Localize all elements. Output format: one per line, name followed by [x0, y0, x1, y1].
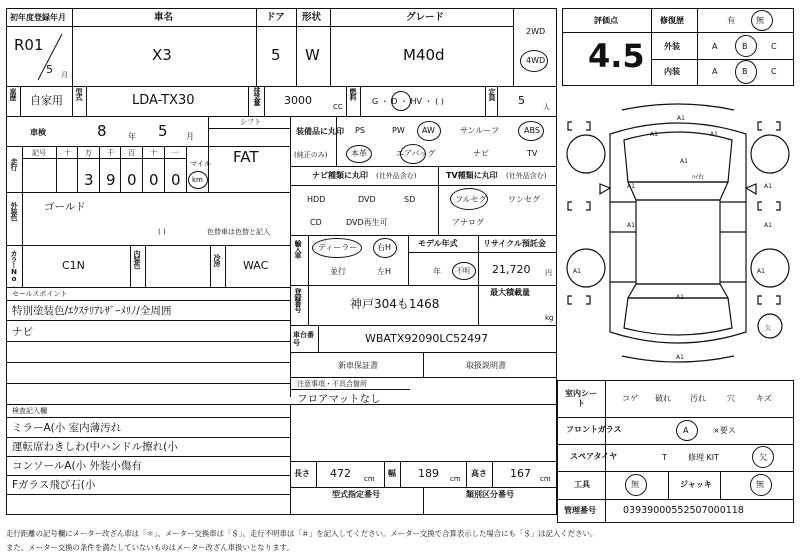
- color-code-value: C1N: [62, 259, 85, 272]
- mileage-digit-1: 3: [84, 171, 94, 189]
- color-no-label: カラーNo.: [10, 250, 18, 289]
- month-unit-2: 月: [186, 132, 194, 141]
- cm-unit-2: cm: [450, 475, 461, 483]
- nav-sd: SD: [404, 195, 416, 204]
- damage-mark-4: A1: [680, 158, 688, 165]
- seat-tear: 破れ: [655, 394, 671, 403]
- inspection-month: 5: [158, 122, 168, 140]
- tv-analog: アナログ: [452, 218, 484, 227]
- footer-line-1: 走行距離の記号欄にメーター改ざん車は「＊」、メーター交換車は「＄」、走行不明車は「＃」を記入してください。メーター交換で合算表示した場合にも「＄」は記入ください。: [6, 529, 598, 538]
- nav-hdd: HDD: [307, 195, 326, 204]
- inspector-note-2: 運転席わきしわ(中ハンドル擦れ(小: [12, 441, 178, 453]
- model-year-unknown: 不明: [456, 267, 470, 275]
- import-lh: 左H: [377, 267, 392, 276]
- nav-cd: CD: [310, 218, 322, 227]
- ac-label: 冷房: [213, 254, 221, 266]
- first-reg-month: 5: [46, 63, 53, 76]
- ext-grade-b: B: [742, 42, 748, 51]
- type-label: 型式: [75, 88, 83, 100]
- drive-2wd: 2WD: [526, 27, 546, 36]
- model-year-text: 年: [433, 267, 441, 276]
- yen-unit: 円: [545, 269, 552, 277]
- model-year-label: モデル年式: [418, 239, 458, 248]
- spare-missing: 欠: [759, 453, 767, 462]
- exterior-label: 外装: [664, 42, 680, 51]
- mileage-digit-5: 0: [171, 171, 181, 189]
- color-paren: ( ): [158, 228, 166, 236]
- equip-navi: ナビ: [473, 149, 489, 158]
- equip-airbag: エアバッグ: [396, 149, 436, 158]
- damage-mark-3: A1: [710, 131, 718, 138]
- tv-fullseg: フルセグ: [455, 195, 487, 204]
- equip-ps: PS: [355, 126, 365, 135]
- model-designation-label: 型式指定番号: [332, 490, 380, 499]
- capacity-label: 定員: [488, 88, 496, 100]
- windshield-a: A: [683, 426, 689, 435]
- usage-value: 自家用: [30, 94, 63, 107]
- category-no-label: 類別区分番号: [466, 490, 514, 499]
- height-value: 167: [510, 467, 531, 480]
- import-dealer: ディーラー: [318, 243, 358, 252]
- unit-ten: 十: [64, 149, 71, 157]
- nav-dvd-play: DVD再生可: [346, 218, 388, 227]
- unit-hyaku: 百: [128, 149, 135, 157]
- mileage-digit-4: 0: [149, 171, 159, 189]
- tv-type-label: TV種類に丸印: [446, 171, 498, 180]
- unit-juu: 十: [150, 149, 157, 157]
- mgmt-label: 管理番号: [564, 506, 596, 515]
- inspector-notes-label: 検査記入欄: [12, 407, 47, 415]
- ext-grade-c: C: [771, 42, 777, 51]
- tools-label: 工具: [574, 480, 590, 489]
- spare-t: T: [662, 453, 667, 462]
- seat-label: 室内シート: [565, 389, 597, 409]
- inspector-note-1: ミラーA(小 室内薄汚れ: [12, 422, 122, 434]
- unit-man: 万: [85, 149, 92, 157]
- recycle-amount: 21,720: [492, 263, 531, 276]
- damage-mark-6: A1: [627, 183, 635, 190]
- max-load-label: 最大積載量: [490, 288, 530, 297]
- spare-label: スペアタイヤ: [570, 452, 618, 461]
- equipment-label: 装備品に丸印: [296, 127, 344, 136]
- fuel-d-circle: [391, 91, 411, 111]
- length-label: 長さ: [294, 469, 310, 478]
- unit-symbol: 記号: [32, 149, 46, 157]
- interior-label: 内装: [664, 67, 680, 76]
- int-grade-c: C: [771, 67, 777, 76]
- manual: 取扱説明書: [466, 361, 506, 370]
- doors-value: 5: [271, 46, 281, 64]
- equip-aw: AW: [422, 126, 435, 135]
- door-label: ドア: [266, 12, 285, 23]
- model-code: LDA-TX30: [132, 93, 195, 108]
- equip-sunroof: サンルーフ: [460, 126, 499, 135]
- tools-none: 無: [631, 480, 639, 489]
- chassis-label: 車台番号: [293, 331, 314, 348]
- import-rh: 右H: [377, 243, 392, 252]
- registration-label: 登録番号: [294, 288, 302, 312]
- import-parallel: 並行: [330, 267, 346, 276]
- shape-value: W: [305, 46, 320, 64]
- damage-mark-1: A1: [677, 115, 685, 122]
- seat-scratch: キズ: [756, 394, 772, 403]
- recycle-label: リサイクル預託金: [483, 239, 546, 248]
- ext-grade-a: A: [712, 42, 718, 51]
- new-warranty: 新車保証書: [338, 361, 378, 370]
- grade-label: グレード: [406, 12, 445, 23]
- drive-4wd: 4WD: [526, 56, 546, 65]
- inspection-year: 8: [97, 122, 107, 140]
- repair-label: 修復歴: [660, 16, 684, 25]
- spare-kit: 修理 KIT: [688, 453, 720, 462]
- seat-hole: 穴: [727, 394, 735, 403]
- unit-ichi: 一: [172, 149, 179, 157]
- year-unit: 年: [128, 132, 136, 141]
- color-change-note: 色替車は色替と記入: [207, 228, 270, 236]
- damage-mark-10: A1: [573, 268, 581, 275]
- equip-leather: 本革: [351, 149, 367, 158]
- ext-color-value: ゴールド: [44, 201, 86, 213]
- cc-unit: CC: [333, 103, 343, 111]
- windshield-x: ×要ス: [713, 426, 736, 435]
- equipment-sub: (純正のみ): [294, 151, 328, 159]
- kg-unit: kg: [545, 314, 554, 322]
- fuel-options: G ・ D ・ HV ・ ( ): [372, 97, 444, 106]
- damage-mark-11: A1: [757, 268, 765, 275]
- equip-tv: TV: [527, 149, 538, 158]
- tv-oneseg: ワンセグ: [508, 195, 540, 204]
- seat-dirt: 汚れ: [690, 394, 706, 403]
- equip-pw: PW: [392, 126, 405, 135]
- equip-abs: ABS: [524, 126, 540, 135]
- int-grade-a: A: [712, 67, 718, 76]
- damage-mark-5: ﾊｲ右: [692, 174, 705, 181]
- car-name-value: X3: [152, 46, 172, 64]
- damage-mark-9: A1: [764, 222, 772, 229]
- person-unit: 人: [543, 103, 550, 111]
- ac-value: WAC: [243, 259, 269, 272]
- usage-label: 車歴: [9, 88, 17, 100]
- damage-mark-8: A1: [627, 222, 635, 229]
- car-name-label: 車名: [154, 12, 174, 23]
- mileage-label: 走行: [10, 158, 18, 170]
- notes-value: フロアマットなし: [297, 393, 381, 405]
- damage-mark-12: 欠: [765, 325, 772, 332]
- sales-point-2: ナビ: [12, 326, 33, 338]
- tv-sub: (社外品含む): [506, 172, 547, 180]
- displacement-value: 3000: [284, 94, 312, 107]
- nav-sub: (社外品含む): [376, 172, 417, 180]
- capacity-value: 5: [518, 94, 525, 107]
- displacement-label: 排気量: [253, 87, 261, 105]
- damage-mark-13: A1: [676, 294, 684, 301]
- inspector-note-4: Fガラス飛び石(小: [12, 479, 96, 491]
- notes-label: 注意事項・不具合箇所: [297, 380, 367, 388]
- month-unit: 月: [61, 71, 68, 79]
- damage-mark-7: A1: [764, 183, 772, 190]
- mgmt-no: 03939000552507000118: [623, 505, 744, 516]
- length-value: 472: [330, 467, 351, 480]
- height-label: 高さ: [471, 469, 487, 478]
- mileage-digit-3: 0: [127, 171, 137, 189]
- inspector-note-3: コンソールA(小 外装小傷有: [12, 460, 142, 472]
- int-grade-b: B: [742, 67, 748, 76]
- registration-no: 神戸304も1468: [350, 297, 440, 311]
- unit-sen: 千: [107, 149, 114, 157]
- repair-none: 無: [756, 16, 764, 25]
- interior-color-label: 内装色: [133, 250, 141, 268]
- sales-point-1: 特別塗装色/ｴｸｽﾃﾘｱﾚｻﾞｰﾒﾘﾉ/全周囲: [12, 305, 172, 317]
- score-label: 評価点: [594, 16, 618, 25]
- damage-mark-14: A1: [676, 354, 684, 361]
- first-reg-year: R01: [14, 36, 44, 54]
- jack-none: 無: [756, 480, 764, 489]
- seat-burn: コゲ: [622, 394, 638, 403]
- footer-line-2: また、メーター交換の条件を満たしていないものはメーター改ざん車扱いとなります。: [6, 543, 294, 552]
- ext-color-label: 外装色: [10, 202, 18, 220]
- fuel-label: 燃料: [349, 88, 357, 100]
- chassis-no: WBATX92090LC52497: [365, 332, 489, 345]
- grade-value: M40d: [403, 46, 445, 64]
- windshield-label: フロントガラス: [566, 425, 622, 434]
- mileage-digit-2: 9: [106, 171, 116, 189]
- car-damage-diagram: [562, 92, 794, 374]
- km-label: km: [192, 176, 203, 184]
- width-label: 幅: [388, 469, 396, 478]
- jack-label: ジャッキ: [680, 480, 712, 489]
- first-reg-label: 初年度登録年月: [10, 13, 66, 22]
- width-value: 189: [418, 467, 439, 480]
- shift-value: FAT: [233, 148, 259, 166]
- sales-point-label: セールスポイント: [12, 290, 68, 298]
- nav-type-label: ナビ種類に丸印: [312, 171, 368, 180]
- mile-label: マイル: [190, 160, 211, 168]
- nav-dvd: DVD: [358, 195, 376, 204]
- shift-label: シフト: [240, 118, 261, 126]
- import-label: 輸入車: [294, 240, 302, 258]
- shape-label: 形状: [302, 12, 322, 23]
- damage-mark-2: A1: [650, 131, 658, 138]
- repair-yes: 有: [727, 16, 735, 25]
- main-sheet: [6, 8, 557, 515]
- inspection-label: 車検: [30, 128, 46, 137]
- cm-unit-1: cm: [364, 475, 375, 483]
- cm-unit-3: cm: [540, 475, 551, 483]
- score-value: 4.5: [588, 37, 645, 75]
